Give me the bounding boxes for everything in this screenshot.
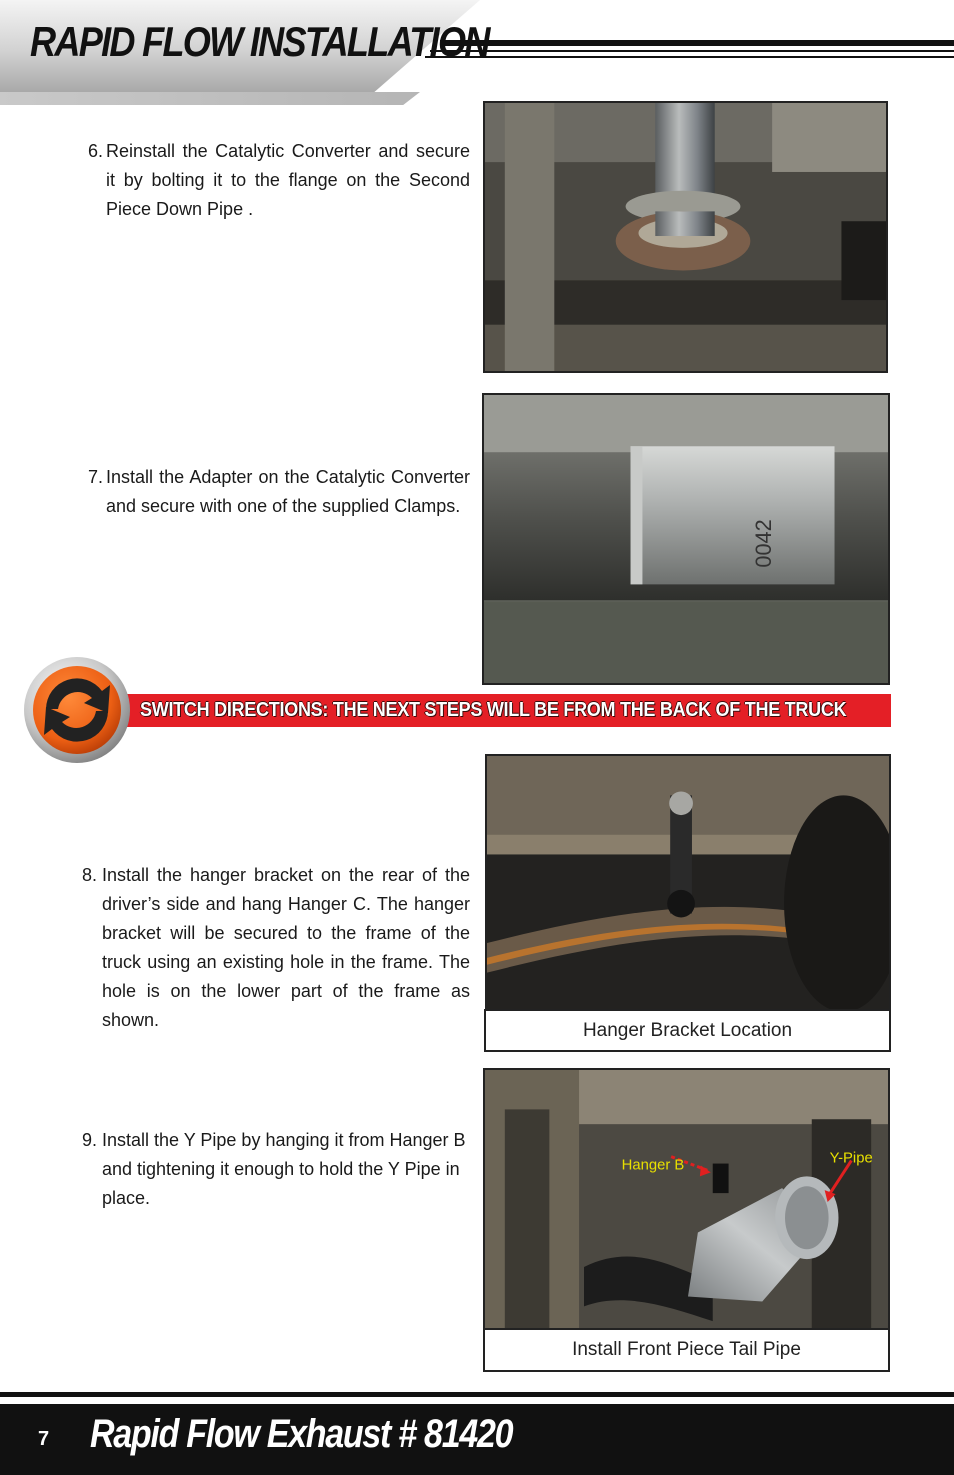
header-rule-thin [430, 50, 954, 52]
step-text: Install the hanger bracket on the rear of the driver’s side and hang Hanger C. The hanger bracket will be secured to the frame of the truck using an existing hole in the frame. The hole is on the lower part of the frame as shown. [102, 865, 470, 1030]
page-title: RAPID FLOW INSTALLATION [30, 18, 489, 65]
label-y-pipe: Y-Pipe [829, 1150, 873, 1167]
step-6 [88, 137, 470, 224]
page-header [0, 0, 954, 105]
header-rule-thin-2 [425, 56, 954, 58]
step-7 [88, 463, 470, 521]
footer-rule [0, 1392, 954, 1397]
step-8 [82, 861, 470, 1035]
step-number: 7. [88, 467, 104, 487]
step-number: 9. [82, 1130, 98, 1150]
step-number: 6. [88, 141, 104, 161]
step-text: Install the Y Pipe by hanging it from Hanger B and tightening it enough to hold the Y Pipe in place. [102, 1130, 466, 1208]
switch-directions-banner [110, 694, 891, 727]
switch-directions-icon [22, 655, 132, 765]
page-number: 7 [38, 1428, 50, 1450]
photo-y-pipe [483, 1068, 890, 1332]
step-text: Reinstall the Catalytic Converter and secure it by bolting it to the flange on the Second Piece Down Pipe . [106, 141, 470, 219]
part-marking: 0042 [751, 519, 777, 568]
photo-hanger-bracket [485, 754, 891, 1012]
step-text: Install the Adapter on the Catalytic Converter and secure with one of the supplied Clamps. [106, 467, 470, 516]
banner-text: SWITCH DIRECTIONS: THE NEXT STEPS WILL BE FROM THE BACK OF THE TRUCK [140, 699, 847, 721]
step-9 [82, 1126, 470, 1213]
step-number: 8. [82, 865, 98, 885]
photo-caption: Hanger Bracket Location [484, 1009, 891, 1052]
header-tab-shadow [0, 92, 420, 105]
photo-adapter [482, 393, 890, 685]
label-hanger-b: Hanger B [621, 1157, 685, 1174]
photo-catalytic-converter [483, 101, 888, 373]
header-rule-thick [440, 40, 954, 46]
photo-caption: Install Front Piece Tail Pipe [483, 1328, 890, 1372]
footer-title: Rapid Flow Exhaust # 81420 [90, 1412, 513, 1456]
